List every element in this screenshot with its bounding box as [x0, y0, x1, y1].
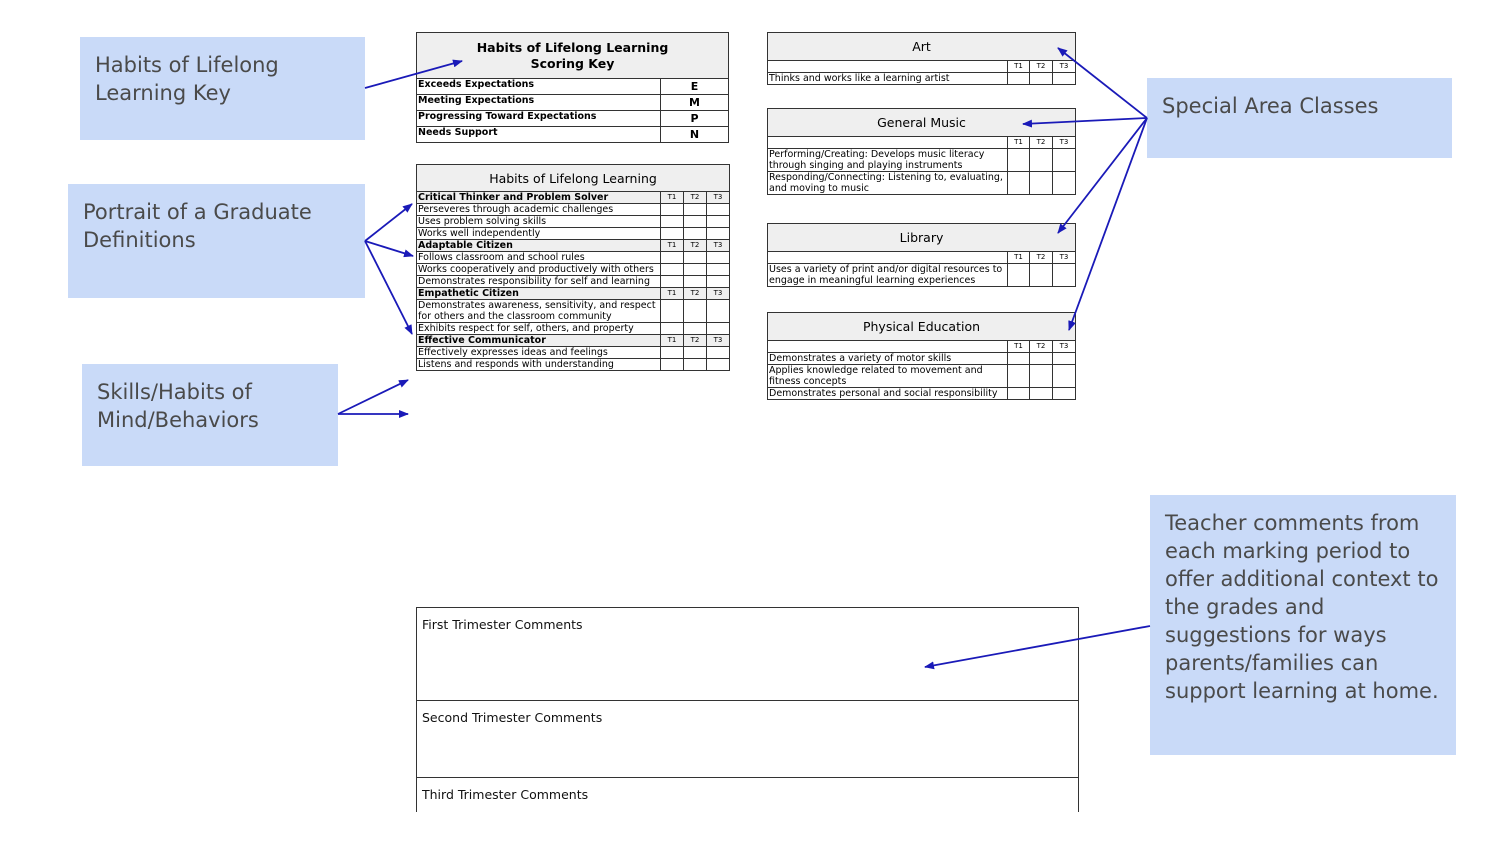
- habits-section-title: Effective Communicator: [417, 335, 661, 347]
- habits-item-label: Demonstrates responsibility for self and learning: [417, 276, 661, 288]
- special-item-label: Demonstrates a variety of motor skills: [768, 353, 1008, 365]
- arrow: [365, 204, 412, 241]
- habits-item-label: Demonstrates awareness, sensitivity, and respect for others and the classroom community: [417, 300, 661, 323]
- habits-item-label: Effectively expresses ideas and feelings: [417, 347, 661, 359]
- term-header: T2: [1030, 341, 1053, 353]
- scoring-key-code: N: [661, 127, 729, 143]
- habits-item-label: Follows classroom and school rules: [417, 252, 661, 264]
- callout-habits-key: Habits of Lifelong Learning Key: [80, 37, 365, 140]
- scoring-key-code: E: [661, 79, 729, 95]
- special-item-label: Demonstrates personal and social responsibility: [768, 388, 1008, 400]
- term-header: T2: [684, 335, 707, 347]
- special-title: Art: [768, 33, 1076, 61]
- term-header: T3: [707, 192, 730, 204]
- term-header: T3: [1053, 137, 1076, 149]
- scoring-key-label: Needs Support: [417, 127, 661, 143]
- habits-item-label: Exhibits respect for self, others, and property: [417, 323, 661, 335]
- habits-item-label: Works cooperatively and productively with others: [417, 264, 661, 276]
- habits-item-label: Uses problem solving skills: [417, 216, 661, 228]
- habits-section-title: Empathetic Citizen: [417, 288, 661, 300]
- habits-section-title: Adaptable Citizen: [417, 240, 661, 252]
- arrow: [338, 380, 408, 414]
- term-header: T3: [1053, 61, 1076, 73]
- scoring-key-label: Meeting Expectations: [417, 95, 661, 111]
- habits-title: Habits of Lifelong Learning: [417, 165, 730, 192]
- arrow: [1023, 118, 1147, 124]
- term-header: T2: [684, 192, 707, 204]
- comment-label: Third Trimester Comments: [422, 787, 589, 802]
- scoring-key-label: Progressing Toward Expectations: [417, 111, 661, 127]
- callout-teacher-comments: Teacher comments from each marking period to offer additional context to the grades and suggestions for ways parents/families can support learning at home.: [1150, 495, 1456, 755]
- term-header: T3: [707, 288, 730, 300]
- habits-item-label: Works well independently: [417, 228, 661, 240]
- arrow: [925, 626, 1150, 667]
- scoring-key-label: Exceeds Expectations: [417, 79, 661, 95]
- callout-special-area: Special Area Classes: [1147, 78, 1452, 158]
- term-header: T2: [1030, 252, 1053, 264]
- arrow: [365, 241, 412, 334]
- habits-item-label: Perseveres through academic challenges: [417, 204, 661, 216]
- term-header: T1: [1008, 341, 1030, 353]
- arrow: [1069, 118, 1147, 330]
- term-header: T1: [1008, 61, 1030, 73]
- comment-label: First Trimester Comments: [422, 617, 583, 632]
- term-header: T1: [661, 288, 684, 300]
- scoring-key-code: P: [661, 111, 729, 127]
- special-item-label: Performing/Creating: Develops music literacy through singing and playing instruments: [768, 149, 1008, 172]
- term-header: T3: [1053, 341, 1076, 353]
- arrow: [1058, 48, 1147, 118]
- callout-skills-habits: Skills/Habits of Mind/Behaviors: [82, 364, 338, 466]
- comment-label: Second Trimester Comments: [422, 710, 603, 725]
- scoring-key-code: M: [661, 95, 729, 111]
- callout-portrait-graduate: Portrait of a Graduate Definitions: [68, 184, 365, 298]
- special-item-label: Thinks and works like a learning artist: [768, 73, 1008, 85]
- term-header: T1: [661, 335, 684, 347]
- term-header: T2: [1030, 137, 1053, 149]
- special-title: General Music: [768, 109, 1076, 137]
- arrow: [1058, 118, 1147, 233]
- term-header: T1: [1008, 137, 1030, 149]
- special-item-label: Applies knowledge related to movement and fitness concepts: [768, 365, 1008, 388]
- term-header: T3: [1053, 252, 1076, 264]
- special-title: Library: [768, 224, 1076, 252]
- term-header: T3: [707, 240, 730, 252]
- special-item-label: Responding/Connecting: Listening to, evaluating, and moving to music: [768, 172, 1008, 195]
- term-header: T1: [661, 192, 684, 204]
- term-header: T2: [684, 240, 707, 252]
- term-header: T2: [684, 288, 707, 300]
- arrow: [365, 61, 462, 88]
- term-header: T2: [1030, 61, 1053, 73]
- term-header: T1: [661, 240, 684, 252]
- term-header: T1: [1008, 252, 1030, 264]
- habits-section-title: Critical Thinker and Problem Solver: [417, 192, 661, 204]
- special-item-label: Uses a variety of print and/or digital resources to engage in meaningful learning experiences: [768, 264, 1008, 287]
- scoring-key-title: Habits of Lifelong Learning Scoring Key: [417, 33, 729, 79]
- term-header: T3: [707, 335, 730, 347]
- special-title: Physical Education: [768, 313, 1076, 341]
- habits-item-label: Listens and responds with understanding: [417, 359, 661, 371]
